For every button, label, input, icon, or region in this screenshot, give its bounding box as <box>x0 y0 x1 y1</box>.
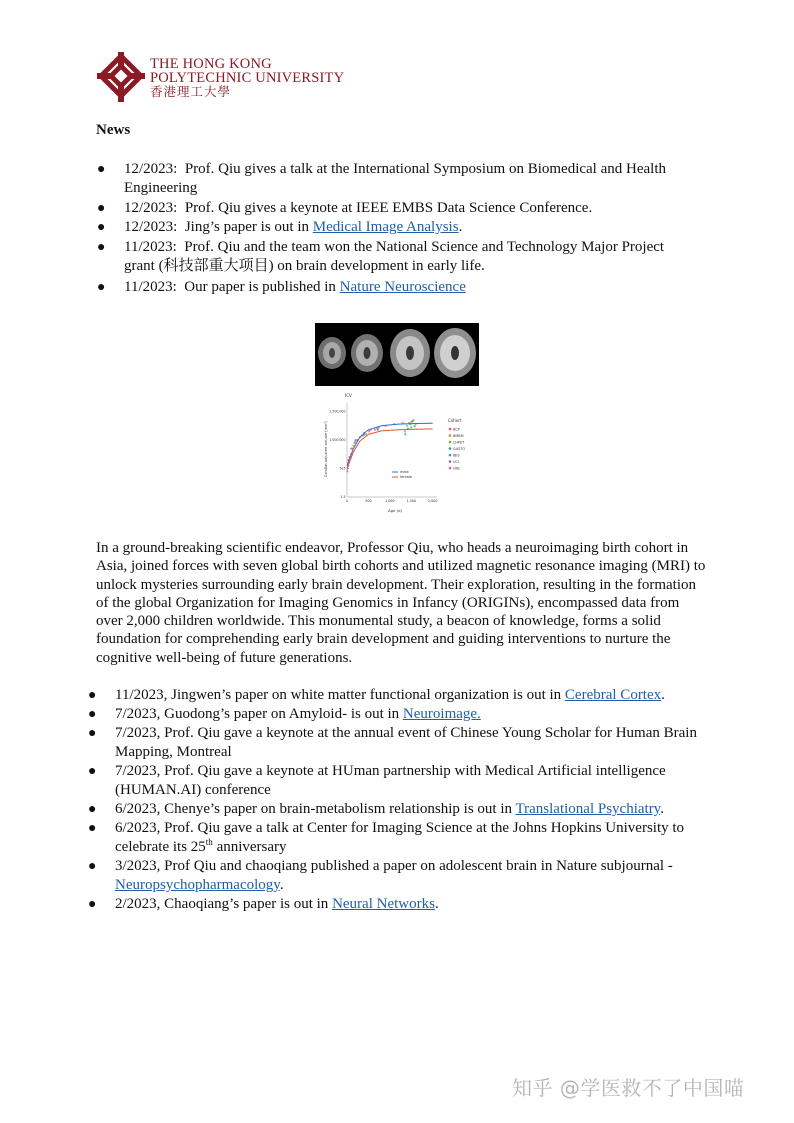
scatter-point <box>404 433 406 435</box>
university-name-line2: POLYTECHNIC UNIVERSITY <box>150 70 345 86</box>
list-item: ● 12/2023: Jing’s paper is out in Medical Image Analysis. <box>97 219 463 235</box>
scatter-point <box>414 425 416 427</box>
y-tick-label: 1,000,000 <box>329 438 346 443</box>
list-item: ● 11/2023, Jingwen’s paper on white matter functional organization is out in Cerebral Cortex. <box>88 687 665 703</box>
link-cerebral-cortex[interactable]: Cerebral Cortex <box>564 687 662 703</box>
y-tick-label: 5e5 <box>339 466 346 471</box>
x-tick-label: 500 <box>365 499 372 503</box>
list-item: ● 6/2023, Chenye’s paper on brain-metabolism relationship is out in Translational Psychiatry. <box>88 801 664 817</box>
link-medical-image-analysis[interactable]: Medical Image Analysis <box>312 219 459 235</box>
link-nature-neuroscience[interactable]: Nature Neuroscience <box>339 278 466 295</box>
legend-label: UNC <box>453 466 461 471</box>
legend-label: UCI <box>453 459 459 464</box>
legend-swatch <box>449 441 452 444</box>
list-item: ● 7/2023, Prof. Qiu gave a keynote at HUman partnership with Medical Artificial intelligence (HUMAN.AI) conference <box>88 763 666 798</box>
legend-label: GUSTO <box>453 446 466 451</box>
list-item: ● 7/2023, Guodong’s paper on Amyloid- is out in Neuroimage. <box>88 706 481 722</box>
legend-label: IBIS <box>453 453 460 458</box>
list-item: ● 3/2023, Prof Qiu and chaoqiang published a paper on adolescent brain in Nature subjournal - Neuropsychopharmacology. <box>88 858 673 893</box>
list-item: ● 2/2023, Chaoqiang’s paper is out in Neural Networks. <box>88 896 439 912</box>
list-item: ● 12/2023: Prof. Qiu gives a keynote at IEEE EMBS Data Science Conference. <box>97 199 593 216</box>
brain-slice-2 <box>351 334 383 372</box>
link-translational-psychiatry[interactable]: Translational Psychiatry <box>515 801 661 817</box>
legend-label: BCP <box>453 427 460 432</box>
legend-swatch <box>449 434 452 437</box>
chart-ylabel: ComBat-adjusted volume (mm³) <box>324 420 328 478</box>
legend-swatch <box>449 460 452 463</box>
list-item: ● 12/2023: Prof. Qiu gives a talk at the International Symposium on Biomedical and Health Engineering <box>97 161 666 196</box>
brain-slice-4 <box>434 328 476 378</box>
legend-swatch <box>449 428 452 431</box>
y-tick-label: 1.5 <box>340 495 346 499</box>
brain-slice-3 <box>390 329 430 377</box>
mri-brain-images <box>315 323 479 386</box>
list-item: ● 7/2023, Prof. Qiu gave a keynote at the annual event of Chinese Young Scholar for Human Brain Mapping, Montreal <box>88 725 697 760</box>
icv-growth-chart <box>315 389 479 515</box>
list-item: ● 11/2023: Our paper is published in Nature Neuroscience <box>97 278 466 295</box>
polyu-emblem-icon <box>97 52 145 104</box>
scatter-point <box>404 430 406 432</box>
scatter-point <box>350 447 352 449</box>
brain-slice-1 <box>318 337 346 369</box>
scatter-point <box>410 421 412 423</box>
x-tick-label: 1,000 <box>385 499 395 503</box>
university-logo <box>97 52 344 104</box>
legend-label: male <box>400 470 409 475</box>
news-list-2 <box>88 686 705 914</box>
news-heading: News <box>96 122 131 138</box>
link-neural-networks[interactable]: Neural Networks <box>332 896 435 912</box>
news-list <box>97 160 684 297</box>
legend-label: BMBM <box>453 433 464 438</box>
scatter-point <box>406 425 408 427</box>
legend-swatch <box>449 467 452 470</box>
watermark: 知乎 @学医救不了中国喵 <box>512 1076 745 1100</box>
legend-swatch <box>449 454 452 457</box>
y-tick-label: 1,500,000 <box>329 409 346 414</box>
link-neuroimage[interactable]: Neuroimage. <box>402 706 481 722</box>
x-tick-label: 1,500 <box>406 499 417 503</box>
scatter-point <box>374 429 376 431</box>
research-paragraph: In a ground-breaking scientific endeavor, Professor Qiu, who heads a neuroimaging birth cohort in Asia, joined forces with seven global birth cohorts and utilized magnetic resonance imaging (MRI) to unlock mysteries surrounding early brain development. Their exploration, resulting in the formation of the global Organization for Imaging Genomics in Infancy (ORIGINs), encompassed data from over 2,000 children worldwide. This monumental study, a beacon of knowledge, forms a solid foundation for comprehending early brain development and guiding interventions to nurture the cognitive well-being of future generations. <box>96 540 706 666</box>
legend-label: female <box>400 475 413 480</box>
scatter-point <box>354 439 356 441</box>
university-name-chinese: 香港理工大學 <box>150 85 232 99</box>
scatter-point <box>410 426 412 428</box>
scatter-point <box>354 442 356 444</box>
x-tick-label: 0 <box>345 499 349 503</box>
chart-title: ICV <box>345 393 352 398</box>
list-item: ● 6/2023, Prof. Qiu gave a talk at Center for Imaging Science at the Johns Hopkins University to celebrate its 25th anniversary <box>88 820 685 855</box>
series-line-female <box>347 429 433 469</box>
link-neuropsychopharmacology[interactable]: Neuropsychopharmacology <box>115 877 280 893</box>
legend-label: CHPET <box>453 440 465 445</box>
legend-title: Cohort <box>448 418 462 423</box>
scatter-point <box>346 470 348 472</box>
university-name-line1: THE HONG KONG <box>150 56 272 72</box>
list-item: ● 11/2023: Prof. Qiu and the team won the National Science and Technology Major Project grant (科技部重大项目) on brain development in early life. <box>97 238 665 274</box>
legend-swatch <box>449 447 452 450</box>
chart-xlabel: Age (d) <box>388 508 402 513</box>
x-tick-label: 2,000 <box>427 499 438 503</box>
